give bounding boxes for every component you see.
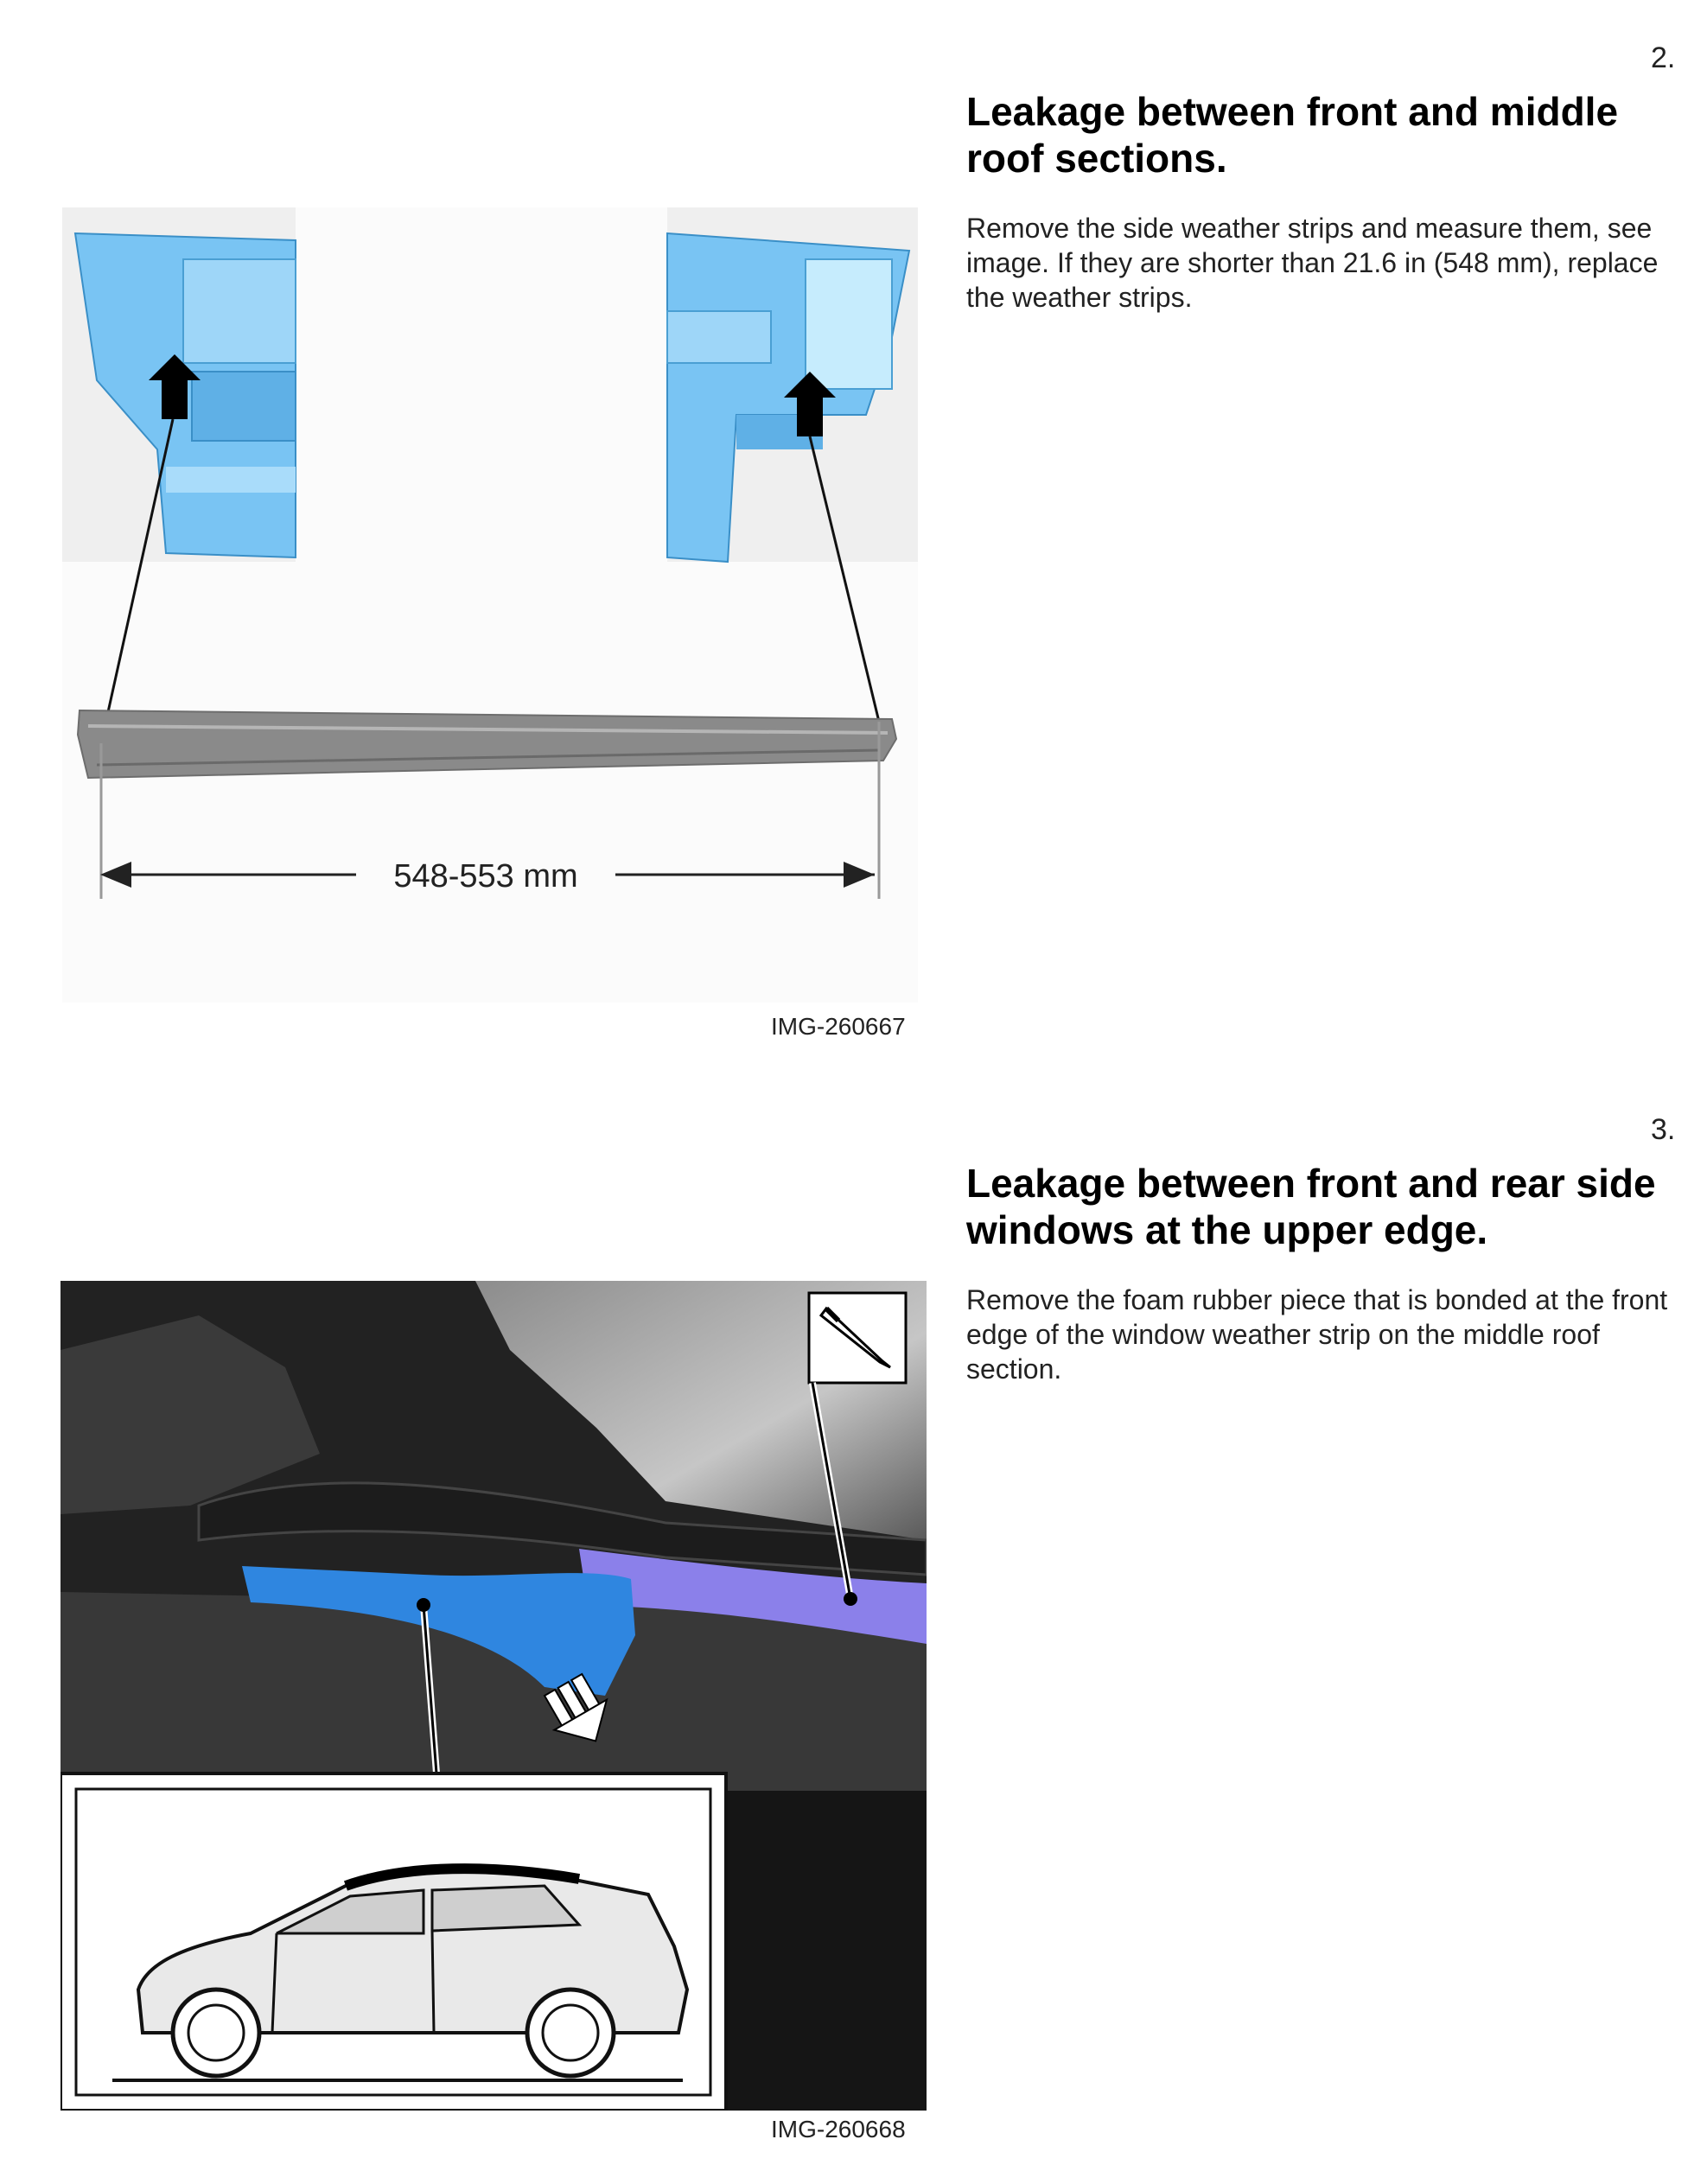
step-3-instructions: Remove the foam rubber piece that is bonded at the front edge of the window weather strip on the middle roof section. [966,1284,1668,1385]
weather-strip-measurement-figure [62,207,918,1003]
step-2-title: Leakage between front and middle roof sections. [966,89,1619,181]
knife-icon [809,1293,906,1383]
step-3-title: Leakage between front and rear side windows at the upper edge. [966,1161,1656,1252]
step-3-number: 3. [1651,1113,1676,1146]
step-2-instructions: Remove the side weather strips and measure them, see image. If they are shorter than 21.6 in (548 mm), replace the weather strips. [966,213,1659,313]
dimension-label: 548-553 mm [393,858,578,895]
foam-rubber-removal-photo [61,1281,927,2111]
step-2-number: 2. [1651,41,1676,74]
figure-caption-260668: IMG-260668 [771,2116,906,2143]
car-location-inset [61,1773,726,2111]
figure-caption-260667: IMG-260667 [771,1013,906,1040]
